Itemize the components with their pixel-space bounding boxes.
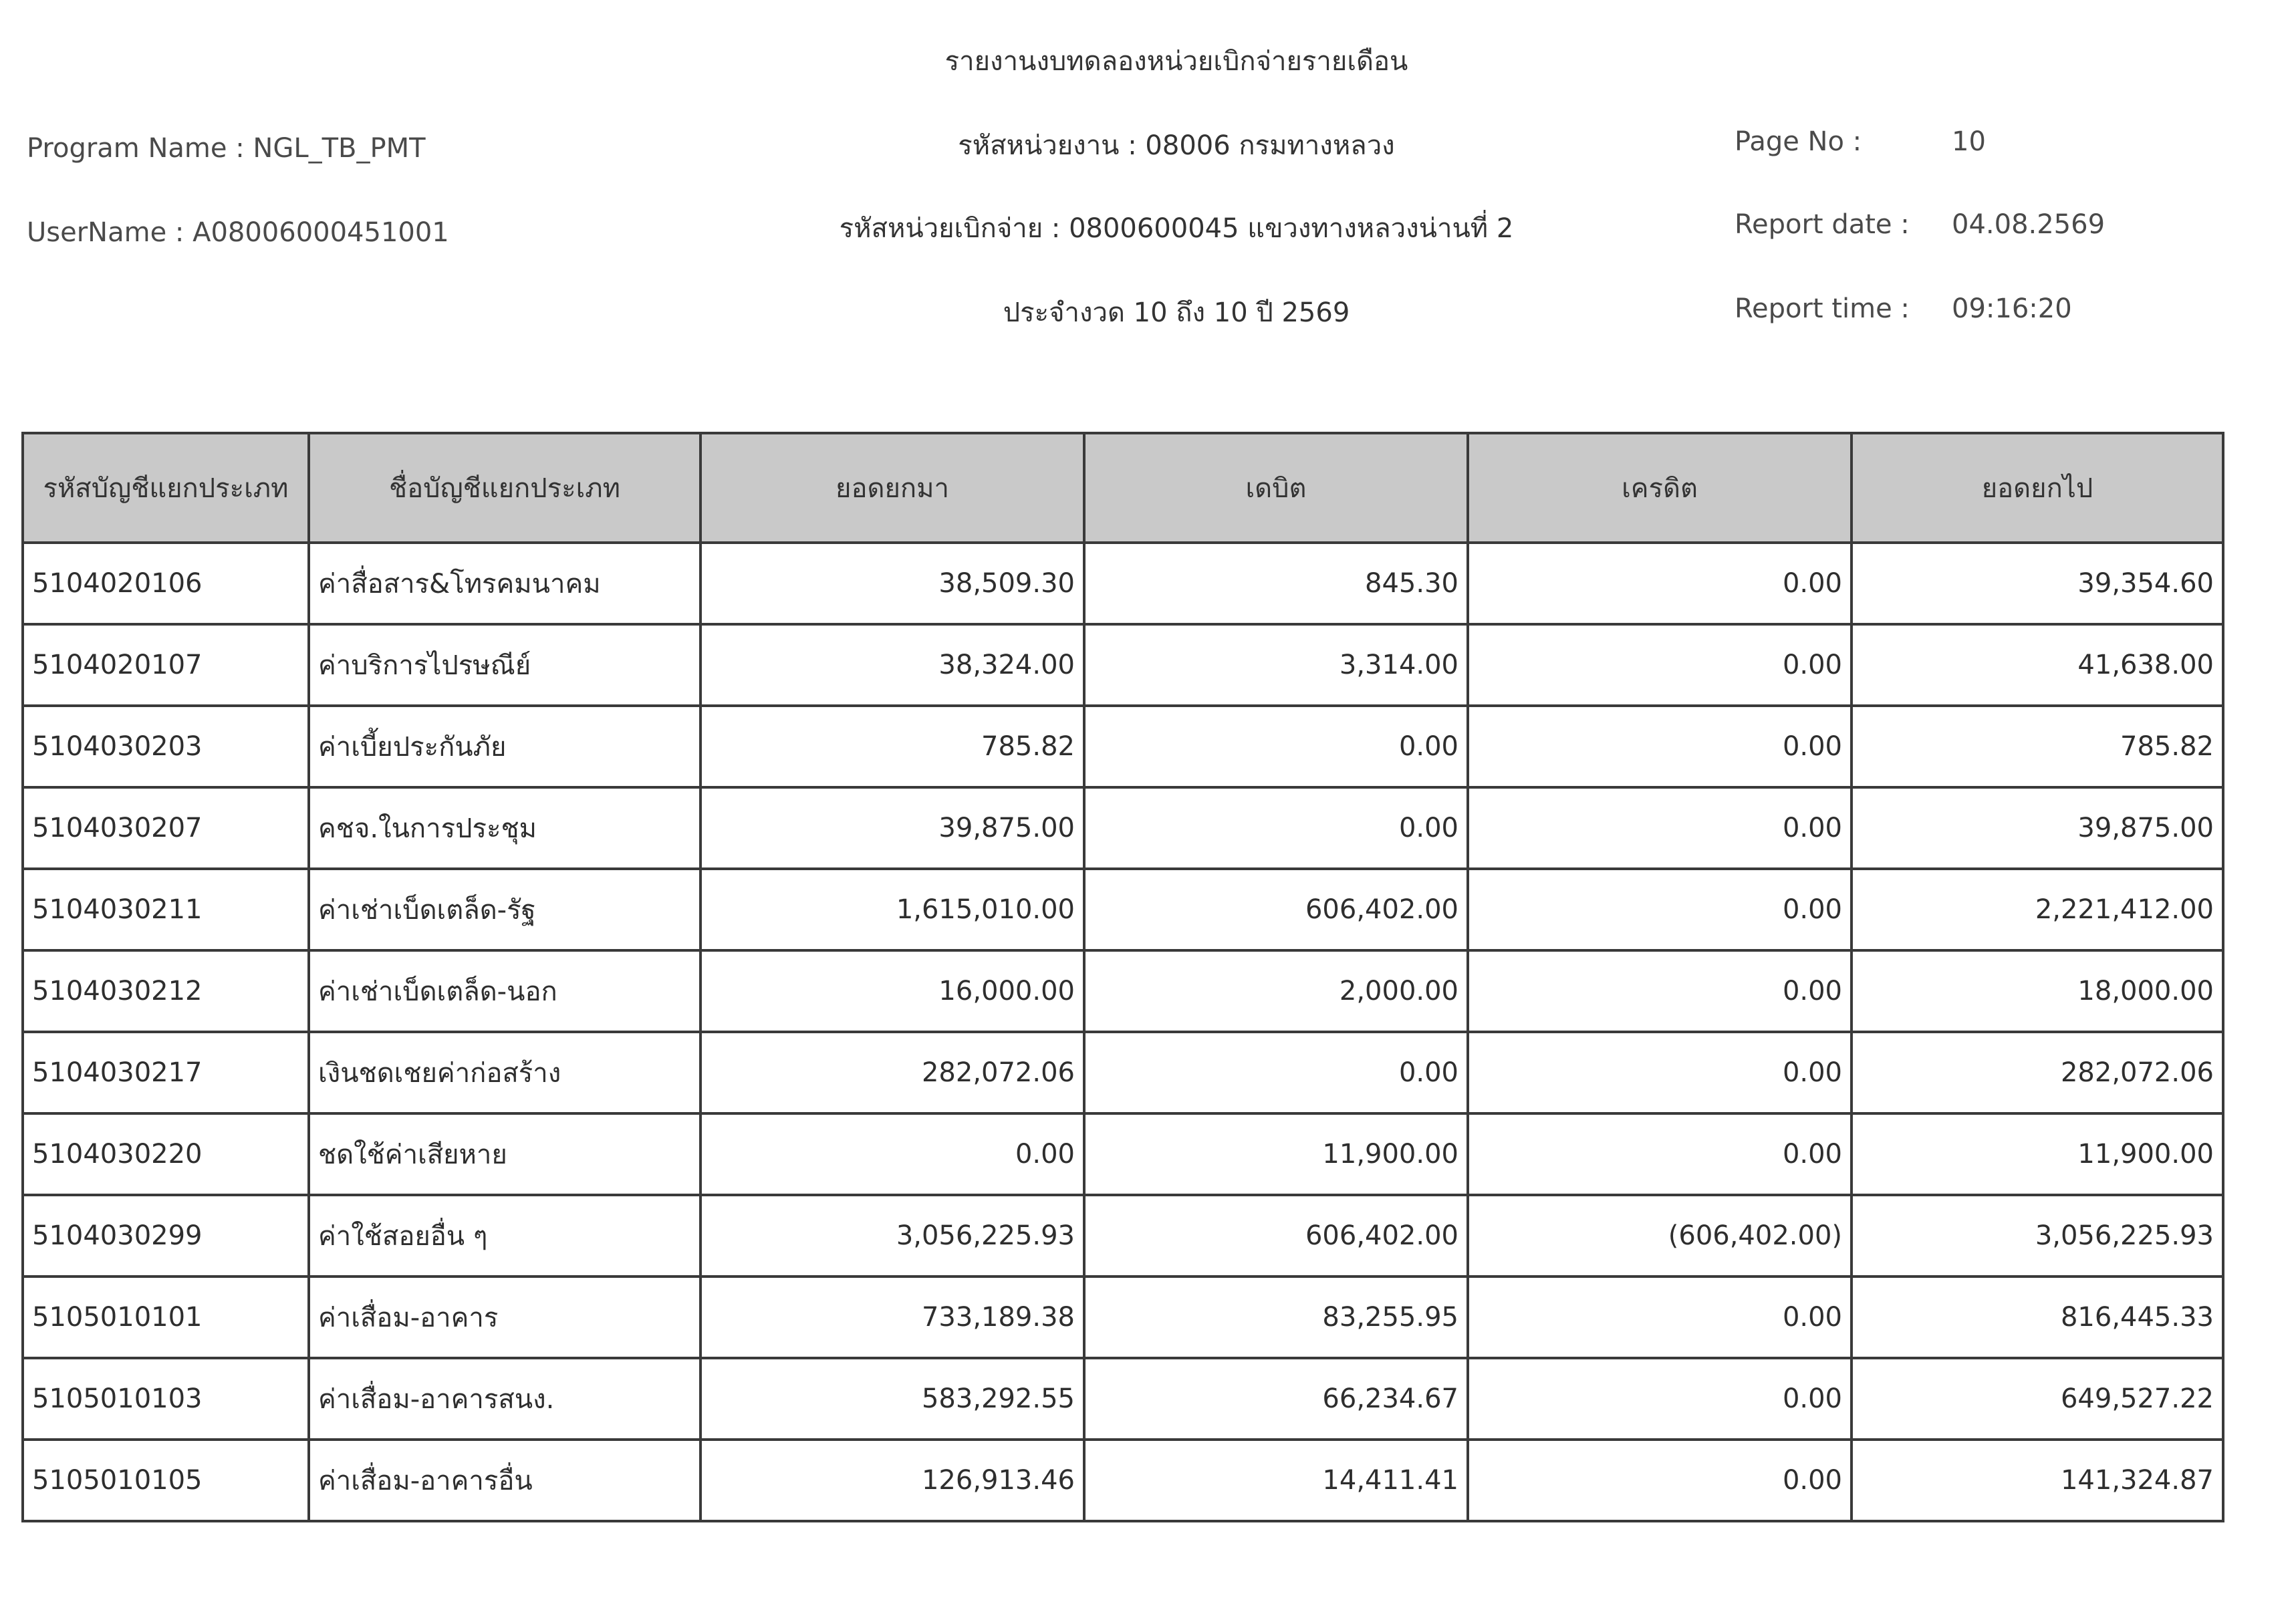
table-row bbox=[23, 950, 2223, 1032]
program-name: Program Name : NGL_TB_PMT bbox=[27, 133, 426, 164]
credit-cell: 0.00 bbox=[1468, 950, 1852, 1032]
account-code-cell: 5104020106 bbox=[23, 543, 309, 624]
credit-cell: 0.00 bbox=[1468, 1032, 1852, 1113]
debit-cell: 14,411.41 bbox=[1084, 1440, 1468, 1521]
account-name-cell: ค่าเสื่อม-อาคาร bbox=[309, 1277, 700, 1358]
page-no-label: Page No : bbox=[1735, 126, 1862, 157]
debit-cell: 606,402.00 bbox=[1084, 1195, 1468, 1277]
debit-cell: 845.30 bbox=[1084, 543, 1468, 624]
account-name-cell: เงินชดเชยค่าก่อสร้าง bbox=[309, 1032, 700, 1113]
account-name-cell: ค่าเบี้ยประกันภัย bbox=[309, 706, 700, 787]
credit-cell: 0.00 bbox=[1468, 869, 1852, 950]
carried-forward-cell: 39,875.00 bbox=[1852, 787, 2223, 869]
account-code-cell: 5104030203 bbox=[23, 706, 309, 787]
table-row bbox=[23, 543, 2223, 624]
carried-forward-cell: 11,900.00 bbox=[1852, 1113, 2223, 1195]
account-code-cell: 5105010105 bbox=[23, 1440, 309, 1521]
account-code-cell: 5104030220 bbox=[23, 1113, 309, 1195]
page-no-value: 10 bbox=[1952, 126, 1986, 157]
account-name-cell: ค่าสื่อสาร&โทรคมนาคม bbox=[309, 543, 700, 624]
trial-balance-table bbox=[21, 432, 2224, 1522]
credit-cell: 0.00 bbox=[1468, 1440, 1852, 1521]
carried-forward-cell: 282,072.06 bbox=[1852, 1032, 2223, 1113]
credit-cell: 0.00 bbox=[1468, 787, 1852, 869]
disbursement-unit: รหัสหน่วยเบิกจ่าย : 0800600045 แขวงทางหลวงน่านที่ 2 bbox=[839, 213, 1514, 244]
carried-forward-cell: 785.82 bbox=[1852, 706, 2223, 787]
debit-cell: 0.00 bbox=[1084, 706, 1468, 787]
account-name-cell: ค่าใช้สอยอื่น ๆ bbox=[309, 1195, 700, 1277]
user-name: UserName : A08006000451001 bbox=[27, 217, 449, 248]
credit-cell: 0.00 bbox=[1468, 1277, 1852, 1358]
debit-cell: 11,900.00 bbox=[1084, 1113, 1468, 1195]
report-time-label: Report time : bbox=[1735, 293, 1910, 324]
carried-forward-cell: 18,000.00 bbox=[1852, 950, 2223, 1032]
brought-forward-cell: 38,509.30 bbox=[700, 543, 1084, 624]
col-header-debit: เดบิต bbox=[1084, 433, 1468, 543]
table-row bbox=[23, 1440, 2223, 1521]
account-code-cell: 5105010103 bbox=[23, 1358, 309, 1440]
table-row bbox=[23, 787, 2223, 869]
table-row bbox=[23, 1277, 2223, 1358]
account-code-cell: 5104030207 bbox=[23, 787, 309, 869]
table-row bbox=[23, 1358, 2223, 1440]
table-row bbox=[23, 869, 2223, 950]
col-header-credit: เครดิต bbox=[1468, 433, 1852, 543]
col-header-account-code: รหัสบัญชีแยกประเภท bbox=[23, 433, 309, 543]
debit-cell: 3,314.00 bbox=[1084, 624, 1468, 706]
brought-forward-cell: 38,324.00 bbox=[700, 624, 1084, 706]
agency-code: รหัสหน่วยงาน : 08006 กรมทางหลวง bbox=[958, 130, 1395, 161]
debit-cell: 83,255.95 bbox=[1084, 1277, 1468, 1358]
debit-cell: 66,234.67 bbox=[1084, 1358, 1468, 1440]
account-name-cell: ชดใช้ค่าเสียหาย bbox=[309, 1113, 700, 1195]
report-title: รายงานงบทดลองหน่วยเบิกจ่ายรายเดือน bbox=[944, 46, 1408, 77]
account-code-cell: 5104020107 bbox=[23, 624, 309, 706]
table-header-row bbox=[23, 433, 2223, 543]
carried-forward-cell: 41,638.00 bbox=[1852, 624, 2223, 706]
brought-forward-cell: 733,189.38 bbox=[700, 1277, 1084, 1358]
debit-cell: 606,402.00 bbox=[1084, 869, 1468, 950]
debit-cell: 0.00 bbox=[1084, 1032, 1468, 1113]
credit-cell: 0.00 bbox=[1468, 1358, 1852, 1440]
credit-cell: (606,402.00) bbox=[1468, 1195, 1852, 1277]
credit-cell: 0.00 bbox=[1468, 624, 1852, 706]
account-code-cell: 5105010101 bbox=[23, 1277, 309, 1358]
account-name-cell: คชจ.ในการประชุม bbox=[309, 787, 700, 869]
account-name-cell: ค่าเช่าเบ็ดเตล็ด-รัฐ bbox=[309, 869, 700, 950]
brought-forward-cell: 0.00 bbox=[700, 1113, 1084, 1195]
brought-forward-cell: 282,072.06 bbox=[700, 1032, 1084, 1113]
brought-forward-cell: 16,000.00 bbox=[700, 950, 1084, 1032]
table-row bbox=[23, 1032, 2223, 1113]
account-code-cell: 5104030211 bbox=[23, 869, 309, 950]
table-row bbox=[23, 1113, 2223, 1195]
table-row bbox=[23, 624, 2223, 706]
account-name-cell: ค่าเสื่อม-อาคารอื่น bbox=[309, 1440, 700, 1521]
brought-forward-cell: 1,615,010.00 bbox=[700, 869, 1084, 950]
credit-cell: 0.00 bbox=[1468, 1113, 1852, 1195]
carried-forward-cell: 649,527.22 bbox=[1852, 1358, 2223, 1440]
carried-forward-cell: 816,445.33 bbox=[1852, 1277, 2223, 1358]
account-code-cell: 5104030212 bbox=[23, 950, 309, 1032]
col-header-carried-forward: ยอดยกไป bbox=[1852, 433, 2223, 543]
report-date-label: Report date : bbox=[1735, 209, 1910, 240]
account-name-cell: ค่าเช่าเบ็ดเตล็ด-นอก bbox=[309, 950, 700, 1032]
col-header-brought-forward: ยอดยกมา bbox=[700, 433, 1084, 543]
table-row bbox=[23, 1195, 2223, 1277]
credit-cell: 0.00 bbox=[1468, 543, 1852, 624]
table-row bbox=[23, 706, 2223, 787]
account-code-cell: 5104030217 bbox=[23, 1032, 309, 1113]
carried-forward-cell: 3,056,225.93 bbox=[1852, 1195, 2223, 1277]
report-time-value: 09:16:20 bbox=[1952, 293, 2072, 324]
credit-cell: 0.00 bbox=[1468, 706, 1852, 787]
carried-forward-cell: 2,221,412.00 bbox=[1852, 869, 2223, 950]
debit-cell: 0.00 bbox=[1084, 787, 1468, 869]
col-header-account-name: ชื่อบัญชีแยกประเภท bbox=[309, 433, 700, 543]
account-name-cell: ค่าบริการไปรษณีย์ bbox=[309, 624, 700, 706]
report-date-value: 04.08.2569 bbox=[1952, 209, 2106, 240]
brought-forward-cell: 126,913.46 bbox=[700, 1440, 1084, 1521]
report-period: ประจำงวด 10 ถึง 10 ปี 2569 bbox=[1003, 297, 1350, 328]
debit-cell: 2,000.00 bbox=[1084, 950, 1468, 1032]
account-code-cell: 5104030299 bbox=[23, 1195, 309, 1277]
carried-forward-cell: 39,354.60 bbox=[1852, 543, 2223, 624]
brought-forward-cell: 583,292.55 bbox=[700, 1358, 1084, 1440]
carried-forward-cell: 141,324.87 bbox=[1852, 1440, 2223, 1521]
brought-forward-cell: 39,875.00 bbox=[700, 787, 1084, 869]
brought-forward-cell: 785.82 bbox=[700, 706, 1084, 787]
brought-forward-cell: 3,056,225.93 bbox=[700, 1195, 1084, 1277]
account-name-cell: ค่าเสื่อม-อาคารสนง. bbox=[309, 1358, 700, 1440]
